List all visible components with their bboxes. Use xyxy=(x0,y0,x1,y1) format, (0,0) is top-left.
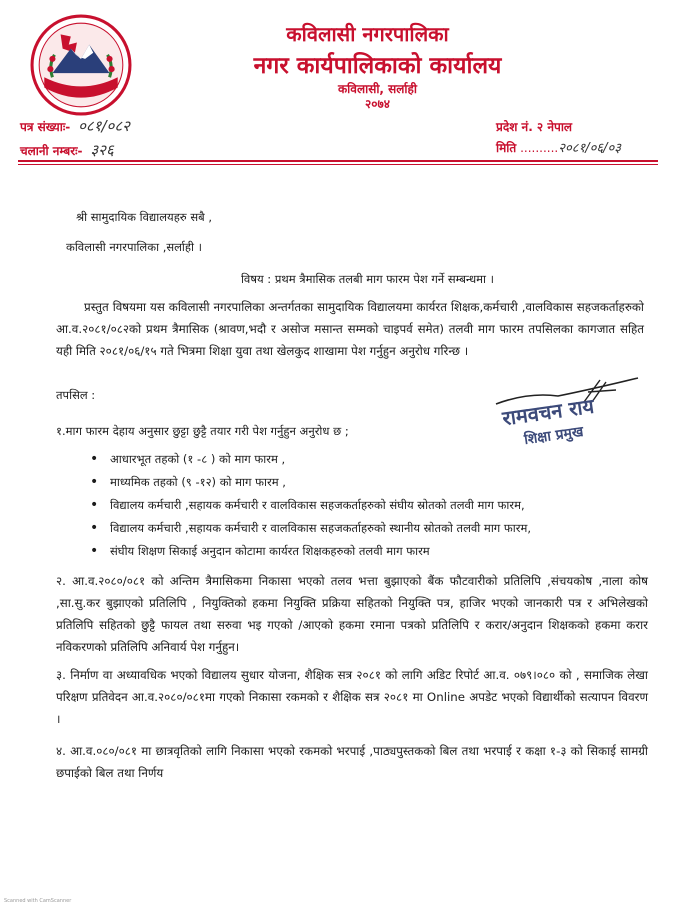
addressee-line-2: कविलासी नगरपालिका ,सर्लाही । xyxy=(66,240,203,254)
dispatch-value: ३२६ xyxy=(90,141,114,159)
point-4-paragraph: ४. आ.व.०८०/०८१ मा छात्रवृतिको लागि निकासा भएको रकमको भरपाई ,पाठ्यपुस्तकको बिल तथा भरपाई र कक्षा १-३ को सिकाई सामग्री छपाईको बिल तथा निर्णय xyxy=(56,744,648,780)
point-3-paragraph: ३. निर्माण वा अध्यावधिक भएको विद्यालय सुधार योजना, शैक्षिक सत्र २०८१ को लागि अडिट रिपोर्ट आ.व. ०७९।०८० को , समाजिक लेखा परिक्षण प्रतिवेदन आ.व.२०८०/०८१मा गएको निकासा रकमको र शैक्षिक सत्र २०८१ मा Online अपडेट भएको विद्यार्थीको सत्यापन विवरण । xyxy=(56,668,648,726)
list-item: • विद्यालय कर्मचारी ,सहायक कर्मचारी र वालविकास सहजकर्ताहरुको स्थानीय स्रोतको तलवी माग फारम, xyxy=(90,517,630,540)
office-address: कविलासी, सर्लाही xyxy=(337,82,418,96)
point-1-list xyxy=(90,448,630,563)
subject-line: विषय : प्रथम त्रैमासिक तलबी माग फारम पेश गर्ने सम्बन्धमा । xyxy=(240,272,495,286)
dispatch-label: चलानी नम्बरः- xyxy=(20,144,83,158)
tapasil-label: तपसिल : xyxy=(56,388,96,402)
reference-number xyxy=(20,116,130,136)
municipality-name: कविलासी नगरपालिका xyxy=(286,22,449,46)
established-year: २०७४ xyxy=(365,97,390,111)
list-item: • संघीय शिक्षण सिकाई अनुदान कोटामा कार्यरत शिक्षकहरुको तलवी माग फारम xyxy=(90,540,630,563)
reference-label: पत्र संख्याः- xyxy=(20,120,71,134)
date-label: मिति xyxy=(496,141,517,155)
office-name: नगर कार्यपालिकाको कार्यालय xyxy=(253,53,502,79)
header-divider-thin xyxy=(18,164,658,165)
reference-value: ०८१/०८२ xyxy=(78,117,130,135)
province-label: प्रदेश नं. २ नेपाल xyxy=(496,120,573,134)
list-item: • आधारभूत तहको (१ -८ ) को माग फारम , xyxy=(90,448,630,471)
list-item: • विद्यालय कर्मचारी ,सहायक कर्मचारी र वालविकास सहजकर्ताहरुको संघीय स्रोतको तलवी माग फारम, xyxy=(90,494,630,517)
stamp-name: रामवचन राय xyxy=(500,393,596,431)
signature-stamp xyxy=(488,372,648,452)
point-1-title: १.माग फारम देहाय अनुसार छुट्टा छुट्टै तयार गरी पेश गर्नुहुन अनुरोध छ ; xyxy=(56,424,349,438)
stamp-title: शिक्षा प्रमुख xyxy=(523,423,585,449)
scanner-watermark: Scanned with CamScanner xyxy=(4,898,72,904)
addressee-line-1: श्री सामुदायिक विद्यालयहरु सबै , xyxy=(76,210,212,224)
list-item: • माध्यमिक तहको (९ -१२) को माग फारम , xyxy=(90,471,630,494)
dispatch-number xyxy=(20,140,114,160)
intro-paragraph: प्रस्तुत विषयमा यस कविलासी नगरपालिका अन्तर्गतका सामुदायिक विद्यालयमा कार्यरत शिक्षक,कर्मचारी ,वालविकास सहजकर्ताहरुको आ.व.२०८१/०८२को प्रथम त्रैमासिक (श्रावण,भदौ र असोज मसान्त सम्मको चाइपर्व समेत) तलवी माग फारम तपसिलका कागजात सहित यही मिति २०८१/०६/१५ गते भित्रमा शिक्षा युवा तथा खेलकुद शाखामा पेश गर्नुहुन अनुरोध गरिन्छ । xyxy=(56,300,644,358)
date-field: मिति ..........२०८१/०६/०३ xyxy=(496,141,622,156)
point-2-paragraph: २. आ.व.२०८०/०८१ को अन्तिम त्रैमासिकमा निकासा भएको तलव भत्ता बुझाएको बैंक फौटवारीको प्रतिलिपि ,संचयकोष ,नाला कोष ,सा.सु.कर बुझाएको प्रतिलिपि , नियुक्तिको हकमा नियुक्ति प्रक्रिया सहितको नियुक्ति पत्र, हाजिर भएको जानकारी पत्र र अभिलेखको प्रतिलिपि सहितको छुट्टै फायल तथा सरुवा भइ गएको /आएको हकमा रमाना पत्रको प्रतिलिपि र करार/अनुदान शिक्षकको हकमा करार नविकरणको प्रतिलिपि अनिवार्य पेश गर्नुहुन। xyxy=(56,574,648,654)
date-value: २०८१/०६/०३ xyxy=(558,141,622,156)
header-divider xyxy=(18,160,658,162)
